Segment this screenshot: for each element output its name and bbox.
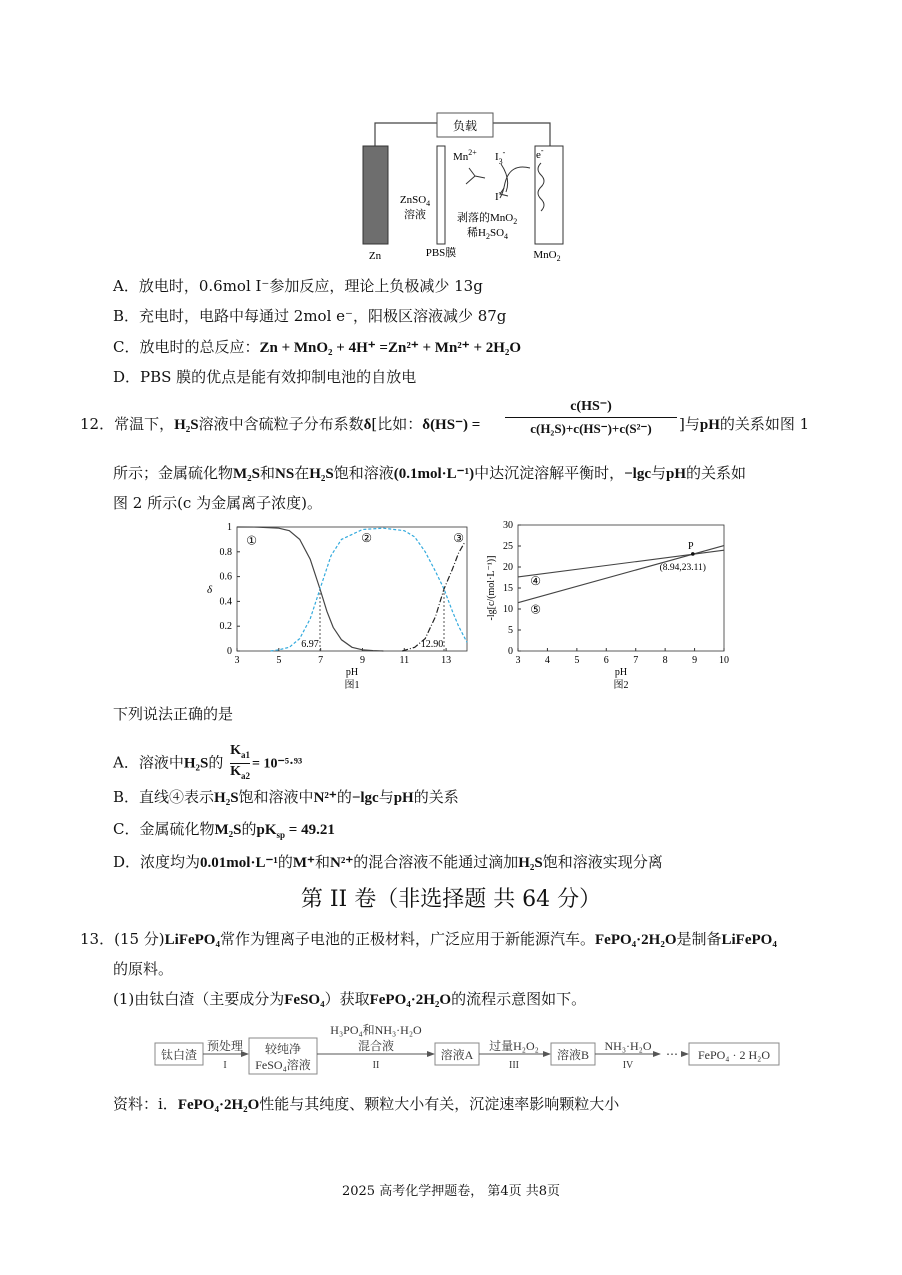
y-tick-label: 30 — [503, 520, 513, 531]
y-tick-label: 0.6 — [219, 571, 232, 583]
x-tick-label: 11 — [399, 655, 410, 666]
x-tick-label: 10 — [719, 655, 729, 666]
q12-fraction: c(HS⁻) c(H₂S)+c(HS⁻)+c(S²⁻) — [505, 398, 677, 437]
x-tick-label: 6 — [603, 655, 609, 666]
q12-option-d: D．浓度均为0.01mol·L⁻¹的M⁺和N²⁺的混合溶液不能通过滴加H₂S饱和溶液实现分离 — [113, 853, 663, 871]
i3-label: $I_3^-$ — [495, 148, 506, 166]
pbs-label: PBS膜 — [425, 247, 457, 259]
flow-box-5-label: FePO₄ · 2 H₂O — [697, 1048, 771, 1062]
x-tick-label: 5 — [276, 655, 282, 666]
intersection-point — [691, 552, 695, 556]
flow-box-3-label: 溶液A — [440, 1048, 474, 1062]
point-coordinates: (8.94,23.11) — [659, 562, 706, 573]
x-axis-label: pH — [345, 667, 359, 678]
page-footer: 2025 高考化学押题卷， 第4页 共8页 — [341, 1184, 561, 1199]
solution-label: 溶液 — [404, 209, 426, 221]
x-tick-label: 3 — [515, 655, 521, 666]
flow-step-2-num: II — [372, 1060, 380, 1071]
q13-line3: (1)由钛白渣（主要成分为FeSO₄）获取FePO₄·2H₂O的流程示意图如下。 — [113, 990, 587, 1008]
zn-label: Zn — [368, 250, 382, 262]
flow-box-2-line1: 较纯净 — [264, 1042, 302, 1056]
series-label-1: ① — [246, 533, 258, 548]
x-tick-label: 7 — [633, 655, 639, 666]
x-tick-label: 9 — [692, 655, 698, 666]
pbs-membrane — [437, 146, 445, 244]
x-tick-label: 3 — [234, 655, 240, 666]
x-tick-label: 7 — [318, 655, 324, 666]
flow-step-2-label: 混合液 — [357, 1039, 395, 1053]
zn-electrode — [363, 146, 388, 244]
mn2-label: $Mn^{2+}$ — [453, 148, 477, 163]
y-tick-label: 10 — [503, 604, 513, 615]
q11-option-b: B．充电时，电路中每通过 2mol e⁻，阳极区溶液减少 87g — [113, 307, 507, 325]
process-flowchart — [150, 1020, 790, 1080]
flow-box-4-label: 溶液B — [556, 1048, 590, 1062]
x-tick-label: 13 — [441, 655, 452, 666]
dilute-acid-label: 稀$H_2SO_4$ — [467, 227, 509, 241]
point-label: P — [688, 540, 694, 552]
y-tick-label: 0.2 — [219, 621, 232, 633]
y-tick-label: 0 — [508, 646, 513, 657]
y-tick-label: 15 — [503, 583, 513, 594]
series-label-2: ② — [361, 530, 373, 545]
flow-step-1-label: 预处理 — [206, 1039, 244, 1053]
q12-stem-line1: 12．常温下，H₂S溶液中含硫粒子分布系数δ[比如：δ(HS⁻) = — [80, 415, 481, 433]
load-label: 负载 — [452, 119, 478, 133]
y-tick-label: 0 — [227, 646, 232, 657]
series-line-2 — [271, 528, 468, 651]
q12-stem-line2: 所示；金属硫化物M₂S和NS在H₂S饱和溶液(0.1mol·L⁻¹)中达沉淀溶解平衡时，−lgc与pH的关系如 — [113, 464, 747, 482]
q12-prompt: 下列说法正确的是 — [113, 705, 234, 723]
znso4-label: ZnSO$_4$ — [399, 194, 431, 208]
y-tick-label: 0.4 — [219, 596, 232, 608]
x-tick-label: 9 — [359, 655, 365, 666]
q13-info: 资料：i．FePO₄·2H₂O性能与其纯度、颗粒大小有关，沉淀速率影响颗粒大小 — [113, 1095, 620, 1113]
q12-option-b: B．直线④表示H₂S饱和溶液中N²⁺的−lgc与pH的关系 — [113, 788, 459, 806]
chart-title: 图1 — [344, 680, 360, 691]
x-tick-label: 5 — [574, 655, 580, 666]
series-label-5: ⑤ — [530, 602, 542, 617]
q11-option-d: D．PBS 膜的优点是能有效抑制电池的自放电 — [113, 368, 417, 386]
series-line-3 — [402, 542, 465, 651]
chart-title: 图2 — [613, 680, 629, 691]
y-tick-label: 25 — [503, 541, 513, 552]
flow-step-3-num: III — [509, 1060, 519, 1071]
x-tick-label: 4 — [544, 655, 550, 666]
q12-option-a: A．溶液中H₂S的 $\frac{K_{a1}}{K_{a2}}$ = 10⁻⁵·⁹³ — [113, 743, 303, 781]
flow-step-4-label: NH₃·H₂O — [604, 1039, 652, 1053]
figure-1-chart — [195, 515, 480, 695]
flow-step-1-num: I — [223, 1060, 227, 1071]
annotation-2: 12.90 — [420, 639, 444, 650]
flow-box-1-label: 钛白渣 — [160, 1048, 198, 1062]
flow-step-2-reagent: H₃PO₄和NH₃·H₂O — [330, 1023, 422, 1037]
series-label-3: ③ — [453, 530, 465, 545]
figure-2-chart — [478, 515, 738, 695]
annotation-1: 6.97 — [301, 639, 319, 650]
flow-step-4-num: IV — [622, 1060, 634, 1071]
fallen-mno2-label: 剥落的MnO$_2$ — [457, 212, 518, 226]
iminus-label: I- — [495, 188, 502, 203]
electron-label: e- — [536, 146, 544, 161]
y-tick-label: 20 — [503, 562, 513, 573]
mno2-label: MnO$_2$ — [533, 249, 561, 263]
q12-option-c: C．金属硫化物M₂S的$pK_{sp} = 49.21$ — [113, 820, 335, 840]
series-label-4: ④ — [530, 574, 542, 589]
q11-option-a: A．放电时，0.6mol I⁻参加反应，理论上负极减少 13g — [113, 277, 483, 295]
q12-stem-line3: 图 2 所示(c 为金属离子浓度)。 — [113, 494, 322, 512]
flow-step-3-label: 过量H₂O₂ — [489, 1039, 539, 1053]
section-title: 第 II 卷（非选择题 共 64 分） — [300, 887, 602, 912]
x-axis-label: pH — [614, 667, 628, 678]
flow-ellipsis: ⋯ — [666, 1047, 678, 1061]
y-tick-label: 5 — [508, 625, 513, 636]
flow-box-2-line2: FeSO₄溶液 — [255, 1058, 311, 1072]
x-tick-label: 8 — [662, 655, 668, 666]
y-tick-label: 1 — [227, 522, 232, 533]
y-tick-label: 0.8 — [219, 546, 232, 558]
plot-frame — [237, 527, 467, 651]
q13-line2: 的原料。 — [113, 960, 174, 978]
q11-option-c: C．放电时的总反应：Zn + MnO₂ + 4H⁺ =Zn²⁺ + Mn²⁺ + 2H₂O — [113, 338, 522, 356]
series-line-1 — [237, 527, 383, 651]
y-axis-label: δ — [207, 584, 213, 596]
q13-line1: 13．(15 分)LiFePO₄常作为锂离子电池的正极材料，广泛应用于新能源汽车。FePO₄·2H₂O是制备LiFePO₄ — [80, 930, 777, 948]
y-axis-label: -lg[c/(mol·L⁻¹)] — [486, 555, 497, 621]
q12-stem-line1-end: ]与pH的关系如图 1 — [679, 415, 810, 433]
battery-diagram — [355, 108, 585, 268]
